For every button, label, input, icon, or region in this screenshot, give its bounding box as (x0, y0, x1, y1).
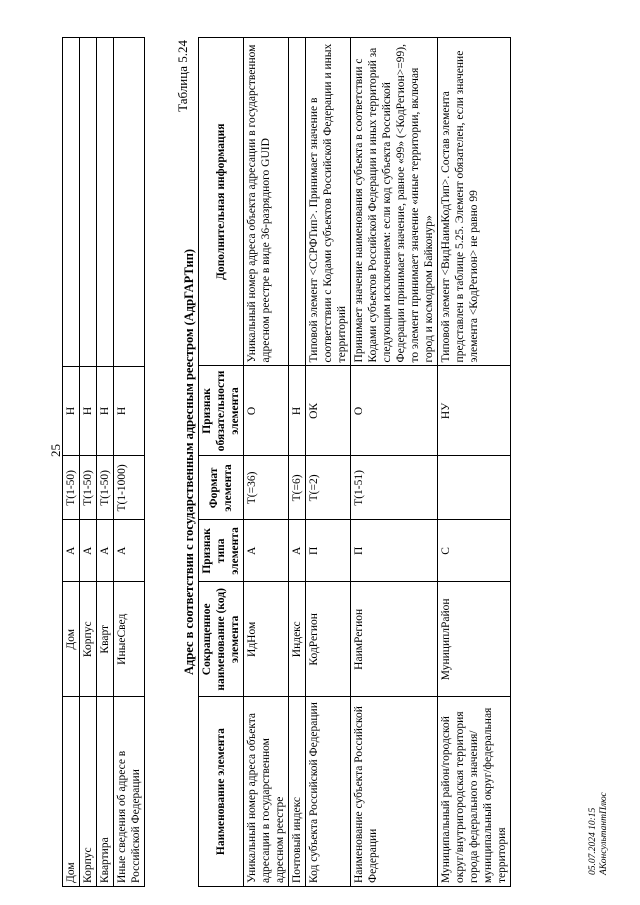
cell-info: Типовой элемент <ССРФТип>. Принимает значение в соответствии с Кодами субъектов Российской Федерации и иных территорий (306, 38, 351, 366)
cell-info (289, 38, 306, 366)
footer-stamp (588, 792, 611, 875)
cell-code: ИныеСвед (114, 582, 145, 697)
cell-name: Уникальный номер адреса объекта адресации в государственном адресном реестре (244, 697, 289, 887)
header-format: Формат элемента (199, 456, 244, 520)
cell-info: Уникальный номер адреса объекта адресации в государственном адресном реестре в виде 36-разрядного GUID (244, 38, 289, 366)
cell-format: T(1-50) (63, 456, 80, 520)
table-row (80, 38, 97, 887)
header-row (199, 38, 244, 887)
cell-req: Н (289, 366, 306, 456)
header-req: Признак обязательности элемента (199, 366, 244, 456)
main-table (198, 37, 511, 887)
table-title: Адрес в соответствии с государственным адресным реестром (АдрГАРТип) (182, 248, 196, 675)
cell-req: ОК (306, 366, 351, 456)
footer-date: 05.07.2024 10:15 (588, 807, 598, 875)
cell-req: НУ (438, 366, 511, 456)
cell-format: T(1-1000) (114, 456, 145, 520)
cell-type: А (244, 520, 289, 582)
cell-name: Квартира (97, 697, 114, 887)
cell-format: T(=6) (289, 456, 306, 520)
table-row (97, 38, 114, 887)
cell-info: Типовой элемент <ВидНаимКодТип>. Состав элемента представлен в таблице 5.25. Элемент обязателен, если значение элемента <КодРегион> не равно 99 (438, 38, 511, 366)
table-row (438, 38, 511, 887)
cell-req: Н (114, 366, 145, 456)
cell-format: T(=36) (244, 456, 289, 520)
cell-type: П (306, 520, 351, 582)
cell-info (80, 38, 97, 367)
cell-info (97, 38, 114, 367)
header-type: Признак типа элемента (199, 520, 244, 582)
cell-req: Н (80, 366, 97, 456)
header-info: Дополнительная информация (199, 38, 244, 366)
table-row (306, 38, 351, 887)
cell-code: Корпус (80, 582, 97, 697)
cell-format: T(=2) (306, 456, 351, 520)
cell-info (63, 38, 80, 367)
cell-type: А (289, 520, 306, 582)
table-row (351, 38, 438, 887)
cell-code: КодРегион (306, 582, 351, 697)
header-code: Сокращенное наименование (код) элемента (199, 582, 244, 697)
cell-name: Код субъекта Российской Федерации (306, 697, 351, 887)
cell-name: Наименование субъекта Российской Федерации (351, 697, 438, 887)
cell-type: П (351, 520, 438, 582)
table-row (63, 38, 80, 887)
cell-name: Корпус (80, 697, 97, 887)
table-row (244, 38, 289, 887)
cell-code: НаимРегион (351, 582, 438, 697)
cell-type: С (438, 520, 511, 582)
cell-format: T(1-50) (80, 456, 97, 520)
cell-format: T(1-50) (97, 456, 114, 520)
cell-req: Н (97, 366, 114, 456)
cell-format (438, 456, 511, 520)
table-row (114, 38, 145, 887)
cell-info: Принимает значение наименования субъекта в соответствии с Кодами субъектов Российской Федерации и иных территорий за следующим исключением: если код субъекта Российской Федерации принимает значение, равное «99» (<КодРегион>=99), то элемент принимает значение «иные территории, включая город и космодром Байконур» (351, 38, 438, 366)
footer-source: АКонсультантПлюс (599, 792, 610, 875)
cell-req: О (244, 366, 289, 456)
top-table (62, 37, 145, 887)
cell-info (114, 38, 145, 367)
page-number: 25 (48, 444, 63, 457)
cell-req: Н (63, 366, 80, 456)
cell-code: ИдНом (244, 582, 289, 697)
cell-format: T(1-51) (351, 456, 438, 520)
cell-code: Кварт (97, 582, 114, 697)
cell-type: А (114, 520, 145, 582)
header-name: Наименование элемента (199, 697, 244, 887)
cell-name: Почтовый индекс (289, 697, 306, 887)
cell-name: Муниципальный район/городской округ/внутригородская территория города федерального значения/муниципальный округ/федеральная территория (438, 697, 511, 887)
cell-type: А (63, 520, 80, 582)
cell-code: МунициплРайон (438, 582, 511, 697)
cell-name: Дом (63, 697, 80, 887)
table-label: Таблица 5.24 (175, 40, 190, 112)
cell-type: А (80, 520, 97, 582)
cell-name: Иные сведения об адресе в Российской Федерации (114, 697, 145, 887)
cell-code: Дом (63, 582, 80, 697)
cell-req: О (351, 366, 438, 456)
cell-code: Индекс (289, 582, 306, 697)
table-row (289, 38, 306, 887)
cell-type: А (97, 520, 114, 582)
